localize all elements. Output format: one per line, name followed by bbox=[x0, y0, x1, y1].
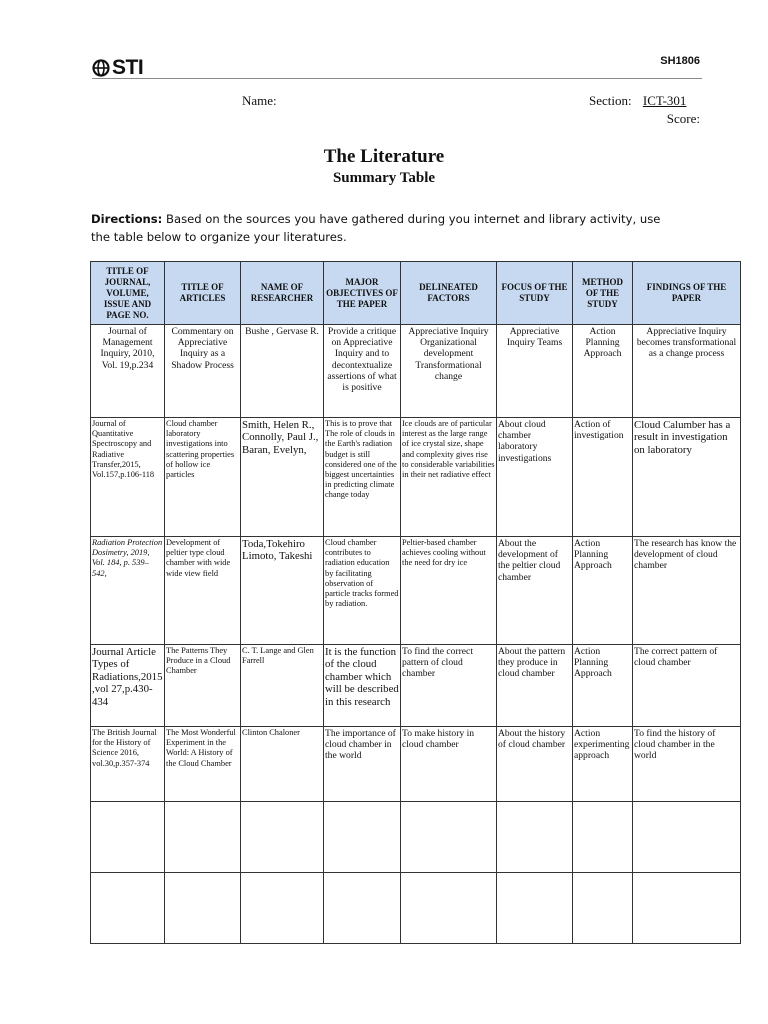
table-cell: About the pattern they produce in cloud chamber bbox=[497, 645, 573, 727]
table-cell: This is to prove that The role of clouds in the Earth's radiation budget is still considered one of the biggest uncertainties in predicting climate change today bbox=[324, 418, 401, 537]
table-cell bbox=[241, 802, 324, 873]
table-cell: Provide a critique on Appreciative Inquiry and to decontextualize assertions of what is positive bbox=[324, 325, 401, 418]
header-factors: DELINEATED FACTORS bbox=[401, 262, 497, 325]
document-code: SH1806 bbox=[660, 55, 700, 67]
header-focus: FOCUS OF THE STUDY bbox=[497, 262, 573, 325]
table-cell: The British Journal for the History of Science 2016, vol.30,p.357-374 bbox=[91, 727, 165, 802]
table-cell bbox=[401, 802, 497, 873]
table-header-row bbox=[91, 262, 741, 325]
table-cell: Action Planning Approach bbox=[573, 325, 633, 418]
table-cell: The research has know the development of cloud chamber bbox=[633, 537, 741, 645]
table-cell: Appreciative Inquiry becomes transformational as a change process bbox=[633, 325, 741, 418]
header-divider bbox=[92, 78, 702, 79]
score-label: Score: bbox=[666, 111, 700, 126]
page-subtitle: Summary Table bbox=[332, 170, 436, 186]
directions-text bbox=[91, 210, 681, 246]
table-cell: Commentary on Appreciative Inquiry as a Shadow Process bbox=[165, 325, 241, 418]
section-value: ICT-301 bbox=[642, 93, 687, 108]
header-objectives: MAJOR OBJECTIVES OF THE PAPER bbox=[324, 262, 401, 325]
table-cell: Radiation Protection Dosimetry, 2019, Vol. 184, p. 539–542, bbox=[91, 537, 165, 645]
table-cell: Clinton Chaloner bbox=[241, 727, 324, 802]
table-cell: Cloud chamber laboratory investigations into scattering properties of hollow ice particles bbox=[165, 418, 241, 537]
table-cell bbox=[497, 873, 573, 944]
directions-body: Based on the sources you have gathered during you internet and library activity, use the table below to organize your literatures. bbox=[91, 212, 661, 244]
header-article-title: TITLE OF ARTICLES bbox=[165, 262, 241, 325]
table-cell: Journal Article Types of Radiations,2015,vol 27,p.430-434 bbox=[91, 645, 165, 727]
sti-logo bbox=[92, 56, 143, 80]
table-cell: Cloud chamber contributes to radiation education by facilitating observation of particle tracks formed by radiation. bbox=[324, 537, 401, 645]
table-cell bbox=[633, 802, 741, 873]
table-cell: Smith, Helen R., Connolly, Paul J., Baran, Evelyn, bbox=[241, 418, 324, 537]
table-cell: The correct pattern of cloud chamber bbox=[633, 645, 741, 727]
section-label: Section: bbox=[589, 93, 632, 108]
table-row bbox=[91, 802, 741, 873]
table-row bbox=[91, 325, 741, 418]
table-cell bbox=[165, 802, 241, 873]
page-title: The Literature bbox=[323, 146, 445, 167]
header-researcher: NAME OF RESEARCHER bbox=[241, 262, 324, 325]
table-cell: It is the function of the cloud chamber which will be described in this research bbox=[324, 645, 401, 727]
table-cell bbox=[633, 873, 741, 944]
table-cell: Appreciative Inquiry Teams bbox=[497, 325, 573, 418]
header-method: METHOD OF THE STUDY bbox=[573, 262, 633, 325]
table-cell: To find the history of cloud chamber in the world bbox=[633, 727, 741, 802]
table-cell: Cloud Calumber has a result in investigation on laboratory bbox=[633, 418, 741, 537]
table-cell bbox=[324, 802, 401, 873]
table-cell bbox=[91, 802, 165, 873]
table-cell: About the development of the peltier cloud chamber bbox=[497, 537, 573, 645]
table-row bbox=[91, 873, 741, 944]
table-cell: About cloud chamber laboratory investigations bbox=[497, 418, 573, 537]
table-cell: Peltier-based chamber achieves cooling without the need for dry ice bbox=[401, 537, 497, 645]
table-cell bbox=[91, 873, 165, 944]
table-cell: Development of peltier type cloud chamber with wide wide view field bbox=[165, 537, 241, 645]
table-cell: The importance of cloud chamber in the world bbox=[324, 727, 401, 802]
table-cell bbox=[165, 873, 241, 944]
table-cell: To make history in cloud chamber bbox=[401, 727, 497, 802]
globe-icon bbox=[92, 59, 110, 77]
table-cell: Action Planning Approach bbox=[573, 645, 633, 727]
table-cell bbox=[573, 802, 633, 873]
table-cell: Action Planning Approach bbox=[573, 537, 633, 645]
table-cell: Journal of Quantitative Spectroscopy and Radiative Transfer,2015, Vol.157,p.106-118 bbox=[91, 418, 165, 537]
table-cell bbox=[573, 873, 633, 944]
logo-text: STI bbox=[112, 56, 144, 79]
header-journal: TITLE OF JOURNAL, VOLUME, ISSUE AND PAGE NO. bbox=[91, 262, 165, 325]
table-row bbox=[91, 727, 741, 802]
table-cell bbox=[401, 873, 497, 944]
table-cell: Action of investigation bbox=[573, 418, 633, 537]
table-cell bbox=[324, 873, 401, 944]
summary-table bbox=[90, 261, 741, 944]
table-cell bbox=[241, 873, 324, 944]
table-cell: Appreciative Inquiry Organizational development Transformational change bbox=[401, 325, 497, 418]
table-row bbox=[91, 645, 741, 727]
table-cell: C. T. Lange and Glen Farrell bbox=[241, 645, 324, 727]
table-cell: Bushe , Gervase R. bbox=[241, 325, 324, 418]
table-row bbox=[91, 537, 741, 645]
table-cell: Toda,Tokehiro Limoto, Takeshi bbox=[241, 537, 324, 645]
directions-lead: Directions: bbox=[91, 212, 163, 226]
table-cell: To find the correct pattern of cloud chamber bbox=[401, 645, 497, 727]
table-cell bbox=[497, 802, 573, 873]
table-cell: About the history of cloud chamber bbox=[497, 727, 573, 802]
header-findings: FINDINGS OF THE PAPER bbox=[633, 262, 741, 325]
table-row bbox=[91, 418, 741, 537]
table-cell: Action experimenting approach bbox=[573, 727, 633, 802]
table-cell: Ice clouds are of particular interest as the large range of ice crystal size, shape and complexity gives rise to considerable variabilities in their net radiative effect bbox=[401, 418, 497, 537]
table-cell: The Most Wonderful Experiment in the World: A History of the Cloud Chamber bbox=[165, 727, 241, 802]
table-cell: Journal of Management Inquiry, 2010, Vol. 19,p.234 bbox=[91, 325, 165, 418]
table-cell: The Patterns They Produce in a Cloud Chamber bbox=[165, 645, 241, 727]
name-label: Name: bbox=[242, 93, 277, 108]
section-field bbox=[589, 93, 686, 109]
